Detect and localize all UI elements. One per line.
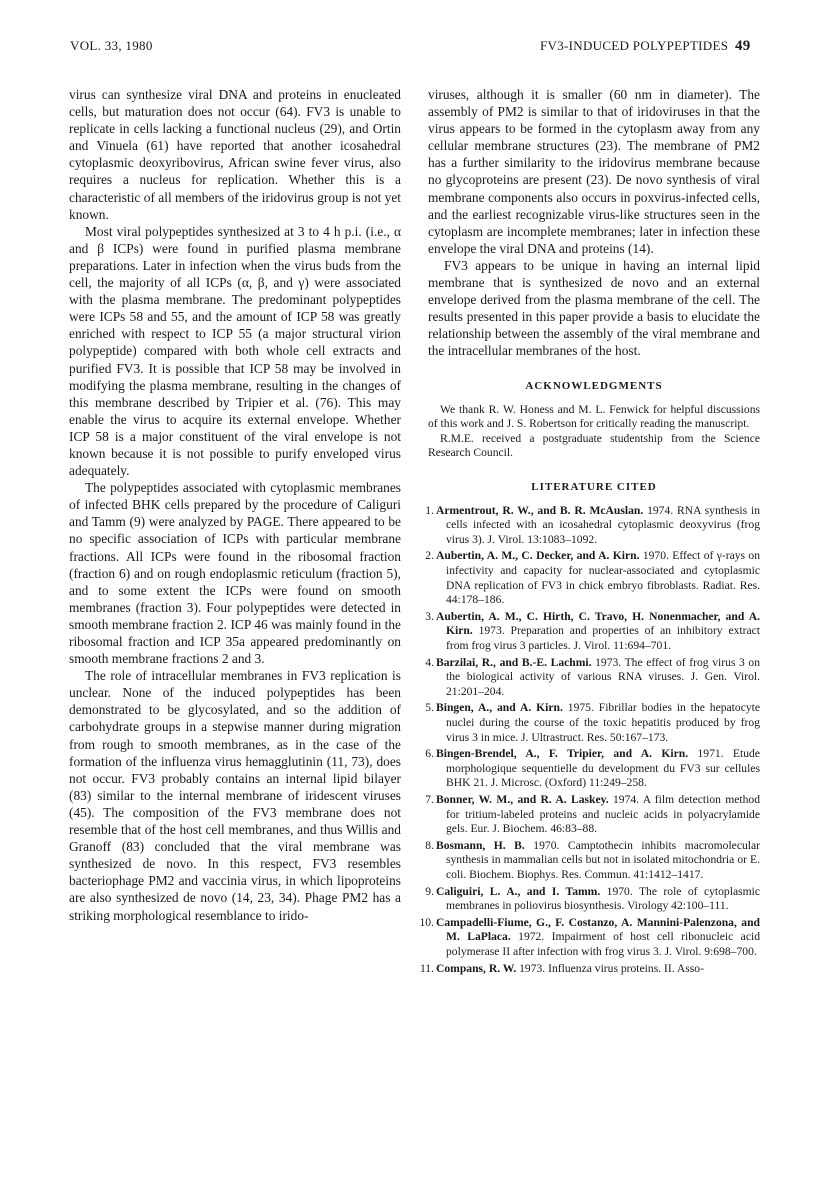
reference-item bbox=[425, 884, 760, 914]
reference-details: 1973. Preparation and properties of an inhibitory extract from frog virus 3 particles. J. Virol. 11:694–701. bbox=[446, 624, 760, 653]
reference-number: 2. bbox=[425, 549, 434, 563]
page-number: 49 bbox=[735, 38, 751, 54]
acknowledgment-paragraph: We thank R. W. Honess and M. L. Fenwick for helpful discussions of this work and J. S. Robertson for critically reading the manuscript. bbox=[428, 402, 760, 431]
reference-authors: Bingen, A., and A. Kirn. bbox=[436, 701, 563, 715]
running-title: FV3-INDUCED POLYPEPTIDES bbox=[540, 38, 729, 53]
literature-heading: LITERATURE CITED bbox=[531, 480, 657, 493]
reference-item bbox=[425, 503, 760, 548]
reference-number: 10. bbox=[419, 915, 434, 929]
reference-item bbox=[425, 792, 760, 837]
reference-authors: Caliguiri, L. A., and I. Tamm. bbox=[436, 884, 601, 898]
acknowledgment-paragraph: R.M.E. received a postgraduate studentship from the Science Research Council. bbox=[428, 431, 760, 460]
reference-authors: Bingen-Brendel, A., F. Tripier, and A. Kirn. bbox=[436, 747, 689, 761]
reference-item bbox=[425, 549, 760, 607]
reference-number: 5. bbox=[425, 701, 434, 715]
right-column bbox=[419, 86, 761, 978]
body-paragraph: viruses, although it is smaller (60 nm in diameter). The assembly of PM2 is similar to that of iridoviruses in that the virus appears to be formed in the cytoplasm away from any cellular membrane structures (23). The membrane of PM2 has a further similarity to the iridovirus membrane because no glycoproteins are present (23). De novo synthesis of viral membrane components also occurs in poxvirus-infected cells, and the earliest recognizable virus-like structures seen in the cytoplasm are incomplete membranes; later in infection these envelope the viral DNA and proteins (14). bbox=[428, 87, 760, 256]
reference-authors: Armentrout, R. W., and B. R. McAuslan. bbox=[436, 503, 644, 517]
reference-details: 1974. A film detection method for tritium-labeled proteins and nucleic acids in polyacrylamide gels. Eur. J. Biochem. 46:83–88. bbox=[446, 792, 760, 836]
body-paragraph: The polypeptides associated with cytoplasmic membranes of infected BHK cells prepared by the procedure of Caliguri and Tamm (9) were analyzed by PAGE. There appeared to be no specific association of ICPs with particular membrane fractions. All ICPs were found in the ribosomal fraction (fraction 6) and on rough endoplasmic reticulum (fraction 5), and to some extent the ICPs were found on smooth membranes (fraction 3). Four polypeptides were detected in smooth membrane fraction 2. ICP 46 was mainly found in the ribosomal fraction and ICP 35a appeared predominantly on smooth membrane fractions 2 and 3. bbox=[69, 480, 401, 667]
reference-details: 1973. The effect of frog virus 3 on the biological activity of various RNA viruses. J. Gen. Virol. 21:201–204. bbox=[446, 655, 760, 698]
reference-number: 4. bbox=[425, 655, 434, 669]
reference-authors: Aubertin, A. M., C. Hirth, C. Travo, H. Nonenmacher, and A. Kirn. bbox=[436, 609, 760, 638]
reference-details: 1975. Fibrillar bodies in the hepatocyte nuclei during the course of the toxic hepatitis produced by frog virus 3 in mice. J. Ultrastruct. Res. 50:167–173. bbox=[446, 701, 761, 744]
reference-authors: Aubertin, A. M., C. Decker, and A. Kirn. bbox=[436, 549, 640, 563]
reference-authors: Barzilai, R., and B.-E. Lachmi. bbox=[436, 655, 592, 669]
reference-details: 1974. RNA synthesis in cells infected with an icosahedral cytoplasmic deoxyvirus (frog virus 3). J. Virol. 13:1083–1092. bbox=[446, 503, 760, 546]
reference-list bbox=[419, 503, 761, 976]
reference-number: 6. bbox=[425, 747, 434, 761]
body-paragraph: virus can synthesize viral DNA and proteins in enucleated cells, but maturation does not occur (64). FV3 is unable to replicate in cells lacking a functional nucleus (29), and Ortin and Vinuela (61) have reported that another icosahedral cytoplasmic deoxyribovirus, African swine fever virus, also requires a nucleus for replication. Whether this is a characteristic of all members of the iridovirus group is not yet known. bbox=[69, 87, 401, 222]
reference-item bbox=[425, 609, 760, 654]
reference-details: 1970. Camptothecin inhibits macromolecular synthesis in mammalian cells but not in isolated mitochondria or E. coli. Biochem. Biophys. Res. Commun. 41:1412–1417. bbox=[446, 838, 760, 881]
reference-authors: Campadelli-Fiume, G., F. Costanzo, A. Mannini-Palenzona, and M. LaPlaca. bbox=[436, 915, 760, 944]
reference-details: 1972. Impairment of host cell ribonucleic acid polymerase II after infection with frog virus 3. J. Virol. 9:698–700. bbox=[446, 930, 760, 958]
reference-details: 1973. Influenza virus proteins. II. Asso- bbox=[516, 961, 704, 975]
acknowledgments-heading: ACKNOWLEDGMENTS bbox=[525, 379, 663, 392]
reference-item bbox=[419, 961, 760, 977]
reference-number: 3. bbox=[425, 609, 434, 623]
reference-item bbox=[425, 838, 760, 883]
reference-authors: Bonner, W. M., and R. A. Laskey. bbox=[436, 792, 609, 806]
reference-details: 1970. Effect of γ-rays on infectivity and capacity for nuclear-associated and cytoplasmic DNA replication of FV3 in chick embryo fibroblasts. Radiat. Res. 44:178–186. bbox=[446, 549, 760, 607]
reference-item bbox=[425, 747, 760, 791]
body-paragraph: Most viral polypeptides synthesized at 3 to 4 h p.i. (i.e., α and β ICPs) were found in purified plasma membrane preparations. Later in infection when the virus buds from the cell, the majority of all ICPs (α, β, and γ) were associated with the plasma membrane. The predominant polypeptides were ICPs 58 and 55, and the amount of ICP 58 was greatly enriched with respect to ICP 55 (a major structural virion polypeptide) compared with both whole cell extracts and purified FV3. It is possible that ICP 58 may be involved in modifying the plasma membrane, resulting in the changes of this membrane described by Tripier et al. (76). This may enable the virus to acquire its external envelope. Whether ICP 58 is a major constituent of the viral envelope is not known because it is not possible to purify enveloped virus adequately. bbox=[69, 223, 401, 479]
reference-item bbox=[425, 701, 761, 745]
reference-details: 1970. The role of cytoplasmic membranes in poliovirus biosynthesis. Virology 42:100–111. bbox=[446, 884, 760, 913]
reference-details: 1971. Etude morphologique sequentielle du development du FV3 sur cellules BHK 21. J. Microsc. (Oxford) 11:249–258. bbox=[446, 747, 760, 790]
reference-authors: Compans, R. W. bbox=[436, 961, 517, 975]
reference-number: 9. bbox=[425, 884, 434, 898]
reference-number: 1. bbox=[425, 503, 434, 517]
reference-number: 7. bbox=[425, 792, 434, 806]
body-paragraph: FV3 appears to be unique in having an internal lipid membrane that is synthesized de novo and an external envelope derived from the plasma membrane of the cell. The results presented in this paper provide a basis to elucidate the relationship between the assembly of the viral membrane and the intracellular membranes of the host. bbox=[428, 257, 760, 359]
reference-item bbox=[419, 915, 760, 960]
reference-number: 8. bbox=[425, 838, 434, 852]
body-paragraph: The role of intracellular membranes in FV3 replication is unclear. None of the induced polypeptides has been demonstrated to be glycosylated, and so the addition of carbohydrate groups in a stepwise manner during migration from rough to smooth membranes, as in the case of the formation of the influenza virus hemagglutinin (11, 73), does not occur. FV3 probably contains an internal lipid bilayer (83) similar to the internal membrane of iridescent viruses (45). The composition of the FV3 membrane does not resemble that of the host cell membranes, and thus Willis and Granoff (83) concluded that the viral membrane was synthesized de novo. In this respect, FV3 resembles bacteriophage PM2 and vaccinia virus, in which lipoproteins are also synthesized de novo (14, 23, 34). Phage PM2 has a striking morphological resemblance to irido- bbox=[69, 668, 401, 923]
left-column bbox=[69, 86, 401, 924]
volume-header: VOL. 33, 1980 bbox=[70, 38, 153, 53]
reference-item bbox=[425, 655, 760, 700]
reference-authors: Bosmann, H. B. bbox=[436, 838, 525, 852]
reference-number: 11. bbox=[419, 961, 434, 975]
